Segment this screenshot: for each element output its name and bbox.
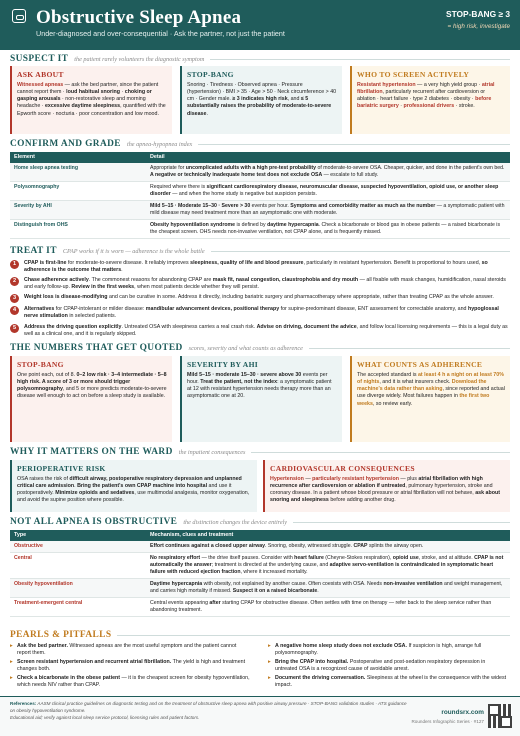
stopbang-badge: [418, 9, 510, 39]
list-item: 3 Weight loss is disease-modifying and can be curative in some. Address it directly, including bariatric surgery and pharmacotherapy where appropriate, rather than treating CPAP as the whole answer.: [10, 294, 510, 303]
card-cardiovascular: [263, 460, 510, 512]
card-severity-ahi: [180, 356, 342, 442]
table-row: Severity by AHI Mild 5–15 · Moderate 15–30 · Severe > 30 events per hour. Symptoms and comorbidity matter as much as the number — a symptomatic patient with mild disease may need treatment more than an asymptomatic one with moderate.: [10, 201, 510, 220]
card-body: Hypertension — particularly resistant hypertension — plus atrial fibrillation with high recurrence after cardioversion or ablation if untreated, pulmonary hypertension, stroke and coronary disease. In a patient whose blood pressure or atrial fibrillation will not behave, ask about snoring and sleepiness before adding another drug.: [270, 476, 500, 504]
section-note: CPAP works if it is worn — adherence is the whole battle: [62, 248, 205, 255]
card-stopbang-score: [10, 356, 172, 442]
badge-title: STOP-BANG ≥ 3: [445, 9, 510, 19]
list-item: ▸ Check a bicarbonate in the obese patient — it is the cheapest screen for obesity hypoventilation, which needs NIV rather than CPAP.: [10, 675, 250, 689]
table-row: Home sleep apnea testing Appropriate for uncomplicated adults with a high pre-test probability of moderate-to-severe OSA. Cheaper, quicker, and done in the patient's own bed. A negative or technically inadequate home test does not exclude OSA — escalate to full study.: [10, 163, 510, 181]
column-header-detail: Detail: [146, 152, 510, 163]
column-header-mechanism: Mechanism, clues and treatment: [146, 530, 510, 541]
section-title: THE NUMBERS THAT GET QUOTED: [10, 343, 183, 353]
card-who-to-screen: [350, 66, 510, 134]
card-body: The accepted standard is at least 4 h a night on at least 70% of nights, and it is what insurers check. Download the machine's data rather than asking, since reported and actual use diverge widely. Most failures happen in the first two weeks, so review early.: [357, 372, 505, 407]
footer: [0, 696, 520, 736]
section-pitfalls: [10, 629, 510, 642]
section-title: PEARLS & PITFALLS: [10, 630, 112, 640]
page-subtitle: Under-diagnosed and over-consequential · Ask the partner, not just the patient: [36, 29, 285, 38]
column-header-type: Type: [10, 530, 146, 541]
list-item: 2 Chase adherence actively. The commonest reasons for abandoning CPAP are mask fit, nasal congestion, claustrophobia and dry mouth — all fixable with mask changes, humidification, nasal steroids and early follow-up. Review in the first weeks, when most patients decide whether they will persist.: [10, 277, 510, 291]
card-title: PERIOPERATIVE RISK: [17, 464, 106, 473]
card-body: Resistant hypertension — a very high yield group · atrial fibrillation, particularly recurrent after cardioversion or ablation · heart failure · type 2 diabetes · obesity · before bariatric surgery · professional drivers · stroke.: [357, 82, 495, 110]
pitfalls-left-list: [10, 643, 250, 692]
section-numbers: [10, 342, 510, 355]
table-row: Obstructive Effort continues against a closed upper airway. Snoring, obesity, witnessed struggle. CPAP splints the airway open.: [10, 541, 510, 552]
section-treat: [10, 245, 510, 258]
card-title: SEVERITY BY AHI: [187, 360, 259, 369]
brand-link[interactable]: roundsrx.com: [441, 709, 484, 716]
table-row: Obesity hypoventilation Daytime hypercapnia with obesity, not explained by another cause. Often coexists with OSA. Needs non-invasive ventilation and weight management, and carries high mortality if missed. Suspect it on a raised bicarbonate.: [10, 579, 510, 598]
section-rule: [293, 522, 510, 523]
footer-disclaimer: Educational aid; verify against local sleep service protocol, licensing rules and patient factors.: [10, 714, 200, 720]
step-number: 4: [10, 306, 19, 315]
list-item: ▸ Screen resistant hypertension and recurrent atrial fibrillation. The yield is high and treatment changes both.: [10, 659, 250, 673]
section-rule: [211, 251, 510, 252]
list-item: ▸ Ask the bed partner. Witnessed apneas are the most useful symptom and the patient cannot report them.: [10, 643, 250, 657]
section-note: scores, severity and what counts as adherence: [188, 345, 303, 352]
list-item: 1 CPAP is first-line for moderate-to-severe disease. It reliably improves sleepiness, quality of life and blood pressure, particularly in resistant hypertension. Benefit is proportional to hours used, so adherence is the outcome that matters.: [10, 260, 510, 274]
step-number: 2: [10, 277, 19, 286]
step-number: 3: [10, 294, 19, 303]
card-body: One point each, out of 8. 0–2 low risk · 3–4 intermediate · 5–8 high risk. A score of 3 or more should trigger polysomnography, and 5 or more predicts moderate-to-severe disease well enough to act on before a sleep study is available.: [17, 372, 167, 400]
table-header-row: [10, 530, 510, 541]
section-title: SUSPECT IT: [10, 54, 69, 64]
card-title: WHO TO SCREEN ACTIVELY: [357, 70, 470, 79]
card-ask-about: [10, 66, 172, 134]
footer-references: References: AASM clinical practice guidelines on diagnostic testing and on the treatment of obstructive sleep apnea with positive airway pressure · STOP-BANG validation studies · ATS guidance on obesity hypoventilation syndrome. Educational aid; verify against local sleep service protocol, licensing rules and patient factors.: [10, 701, 407, 720]
table-row: Central No respiratory effort — the drive itself pauses. Consider with heart failure (Cheyne-Stokes respiration), opioid use, stroke, and at altitude. CPAP is not automatically the answer; treatment is directed at the underlying cause, and adaptive servo-ventilation is contraindicated in symptomatic heart failure with reduced ejection fraction, where it increased mortality.: [10, 553, 510, 579]
card-title: STOP-BANG: [17, 360, 64, 369]
card-title: CARDIOVASCULAR CONSEQUENCES: [270, 464, 415, 473]
section-title: WHY IT MATTERS ON THE WARD: [10, 447, 173, 457]
section-note: the apnea-hypopnea index: [126, 141, 193, 148]
section-note: the inpatient consequences: [178, 449, 246, 456]
section-rule: [210, 59, 510, 60]
section-note: the patient rarely volunteers the diagnostic symptom: [74, 56, 205, 63]
list-item: 5 Address the driving question explicitly. Untreated OSA with sleepiness carries a real crash risk. Advise on driving, document the advice, and follow local licensing requirements — this is a legal duty as well as a clinical one, and it is regularly skipped.: [10, 324, 510, 338]
list-item: 4 Alternatives for CPAP-intolerant or milder disease: mandibular advancement devices, positional therapy for supine-predominant disease, ENT assessment for correctable anatomy, and hypoglossal nerve stimulation in selected patients.: [10, 306, 510, 320]
pitfalls-right-list: [268, 643, 508, 692]
table-header-row: [10, 152, 510, 163]
section-title: TREAT IT: [10, 246, 57, 256]
section-not-all-apnea: [10, 516, 510, 529]
treatment-steps: [10, 260, 510, 341]
section-rule: [198, 144, 510, 145]
apnea-type-table: [10, 530, 510, 617]
badge-subtitle: = high risk, investigate: [447, 23, 510, 31]
card-body: Snoring · Tiredness · Observed apnea · Pressure (hypertension) · BMI > 35 · Age > 50 · Neck circumference > 40 cm · Gender male. ≥ 3 indicates high risk, and ≤ 5 substantially raises the probability of moderate-to-severe disease.: [187, 82, 337, 117]
section-rule: [251, 452, 510, 453]
section-title: NOT ALL APNEA IS OBSTRUCTIVE: [10, 517, 178, 527]
qr-code-icon[interactable]: [488, 704, 512, 728]
table-row: Treatment-emergent central Central events appearing after starting CPAP for obstructive disease. Often settles with time on therapy — refer back to the sleep service rather than abandoning treatment.: [10, 598, 510, 617]
series-label: Rounders Infographic Series · #127: [411, 719, 484, 724]
card-title: WHAT COUNTS AS ADHERENCE: [357, 360, 483, 369]
card-adherence: [350, 356, 510, 442]
section-suspect: [10, 53, 510, 66]
section-note: the distinction changes the device entirely: [183, 519, 288, 526]
column-header-element: Element: [10, 152, 146, 163]
sleep-bed-icon: [12, 9, 26, 23]
confirm-table: [10, 152, 510, 239]
list-item: ▸ Bring the CPAP into hospital. Postoperative and post-sedation respiratory depression in untreated OSA is a recognized cause of avoidable arrest.: [268, 659, 508, 673]
card-perioperative: [10, 460, 257, 512]
section-title: CONFIRM AND GRADE: [10, 139, 121, 149]
card-body: OSA raises the risk of difficult airway, postoperative respiratory depression and unplanned critical care admission. Bring the patient's own CPAP machine into hospital and use it postoperatively. Minimize opioids and sedatives, use multimodal analgesia, monitor oxygenation, and avoid the supine position where possible.: [17, 476, 250, 504]
step-number: 5: [10, 324, 19, 333]
section-rule: [117, 635, 510, 636]
list-item: ▸ A negative home sleep study does not exclude OSA. If suspicion is high, arrange full polysomnography.: [268, 643, 508, 657]
section-confirm: [10, 138, 510, 151]
step-number: 1: [10, 260, 19, 269]
table-row: Distinguish from OHS Obesity hypoventilation syndrome is defined by daytime hypercapnia. Check a bicarbonate or blood gas in obese patients — a raised bicarbonate is the cheapest screen. OHS needs non-invasive ventilation, not CPAP alone, and is frequently missed.: [10, 220, 510, 239]
header-bar: [0, 0, 520, 50]
section-rule: [309, 348, 510, 349]
card-body: Mild 5–15 · moderate 15–30 · severe above 30 events per hour. Treat the patient, not the index: a symptomatic patient at 12 with resistant hypertension needs therapy more than an asymptomatic one at 20.: [187, 372, 332, 400]
card-title: STOP-BANG: [187, 70, 234, 79]
card-title: ASK ABOUT: [17, 70, 64, 79]
card-body: Witnessed apneas — ask the bed partner, since the patient cannot report them · loud habitual snoring · choking or gasping arousals · non-restorative sleep and morning headache · excessive daytime sleepiness, quantified with the Epworth score · nocturia · poor concentration and low mood.: [17, 82, 166, 117]
page-title: Obstructive Sleep Apnea: [36, 7, 242, 28]
section-ward: [10, 446, 510, 459]
card-stopbang: [180, 66, 342, 134]
list-item: ▸ Document the driving conversation. Sleepiness at the wheel is the consequence with the widest impact.: [268, 675, 508, 689]
table-row: Polysomnography Required where there is significant cardiorespiratory disease, neuromuscular disease, suspected hypoventilation, opioid use, or another sleep disorder — and when the home study is negative but suspicion persists.: [10, 182, 510, 201]
